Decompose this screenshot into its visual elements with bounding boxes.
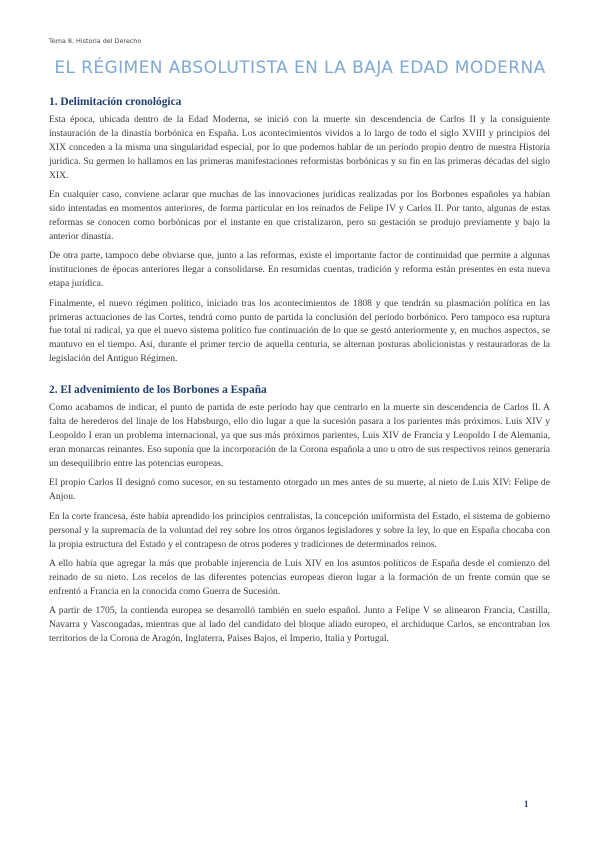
page-number: 1 [524, 799, 529, 809]
section-heading: 1. Delimitación cronológica [49, 96, 182, 108]
section-advenimiento-borbones [49, 384, 550, 646]
paragraph: De otra parte, tampoco debe obviarse que, junto a las reformas, existe el importante factor de continuidad que permite a algunas instituciones de épocas anteriores llegar a consolidarse. En resumidas cuentas, tradición y reforma están presentes en esta nueva etapa jurídica. [49, 250, 550, 290]
document-body [49, 96, 550, 652]
paragraph: En cualquier caso, conviene aclarar que muchas de las innovaciones jurídicas realizadas por los Borbones españoles ya habían sido intentadas en momentos anteriores, de forma particular en los reinados de Felipe IV y Carlos II. Por tanto, algunas de estas reformas se conocen como borbónicas por el instante en que cristalizaron, pero su gestación se produjo previamente y bajo la anterior dinastía. [49, 189, 550, 242]
paragraph: El propio Carlos II designó como sucesor, en su testamento otorgado un mes antes de su muerte, al nieto de Luis XIV: Felipe de Anjou. [49, 477, 550, 503]
section-delimitacion-cronologica [49, 96, 550, 366]
paragraph: A partir de 1705, la contienda europea se desarrolló también en suelo español. Junto a Felipe V se alinearon Francia, Castilla, Navarra y Vascongadas, mientras que al lado del candidato del bloque aliado europeo, el archiduque Carlos, se encontraban los territorios de la Corona de Aragón, Inglaterra, Países Bajos, el Imperio, Italia y Portugal. [49, 605, 550, 645]
section-heading: 2. El advenimiento de los Borbones a España [49, 384, 267, 397]
page-title: EL RÉGIMEN ABSOLUTISTA EN LA BAJA EDAD MODERNA [54, 58, 546, 78]
paragraph: Finalmente, el nuevo régimen político, iniciado tras los acontecimientos de 1808 y que tendrán su plasmación política en las primeras actuaciones de las Cortes, tendrá como punto de partida la conclusión del período borbónico. Pero tampoco esa ruptura fue total ni radical, ya que el nuevo sistema político fue continuación de lo que se gestó anteriormente y, en muchos aspectos, se mantuvo en el tiempo. Así, durante el primer tercio de aquella centuria, se alternan posturas abolicionistas y restauradoras de la legislación del Antiguo Régimen. [49, 297, 550, 365]
running-header: Tema 8, Historia del Derecho [49, 37, 142, 45]
paragraph: En la corte francesa, éste había aprendido los principios centralistas, la concepción uniformista del Estado, el sistema de gobierno personal y la supremacía de la voluntad del rey sobre los otros órganos legisladores y sobre la ley, lo que en España chocaba con la propia estructura del Estado y el contrapeso de otros poderes y tradiciones de determinados reinos. [49, 510, 550, 550]
paragraph: Esta época, ubicada dentro de la Edad Moderna, se inició con la muerte sin descendencia de Carlos II y la consiguiente instauración de la dinastía borbónica en España. Los acontecimientos vividos a lo largo de todo el siglo XVIII y principios del XIX conceden a la misma una singularidad especial, por lo que podemos hablar de un período propio dentro de nuestra Historia jurídica. Su germen lo hallamos en las primeras manifestaciones reformistas borbónicas y su fin en las primeras décadas del siglo XIX. [49, 114, 550, 181]
paragraph: Como acabamos de indicar, el punto de partida de este período hay que centrarlo en la muerte sin descendencia de Carlos II. A falta de herederos del linaje de los Habsburgo, ello dio lugar a que la sucesión pasara a los parientes más próximos. Luis XIV y Leopoldo I eran un problema internacional, ya que sus más próximos parientes, Luis XIV de Francia y Leopoldo I de Alemania, eran monarcas reinantes. Eso suponía que la incorporación de la Corona española a uno u otro de sus respectivos reinos generaría un desequilibrio entre las potencias europeas. [49, 402, 550, 469]
paragraph: A ello había que agregar la más que probable injerencia de Luis XIV en los asuntos políticos de España desde el comienzo del reinado de su nieto. Los recelos de las diferentes potencias europeas dieron lugar a la formación de un frente común que se enfrentó a Francia en la conocida como Guerra de Sucesión. [49, 558, 550, 597]
